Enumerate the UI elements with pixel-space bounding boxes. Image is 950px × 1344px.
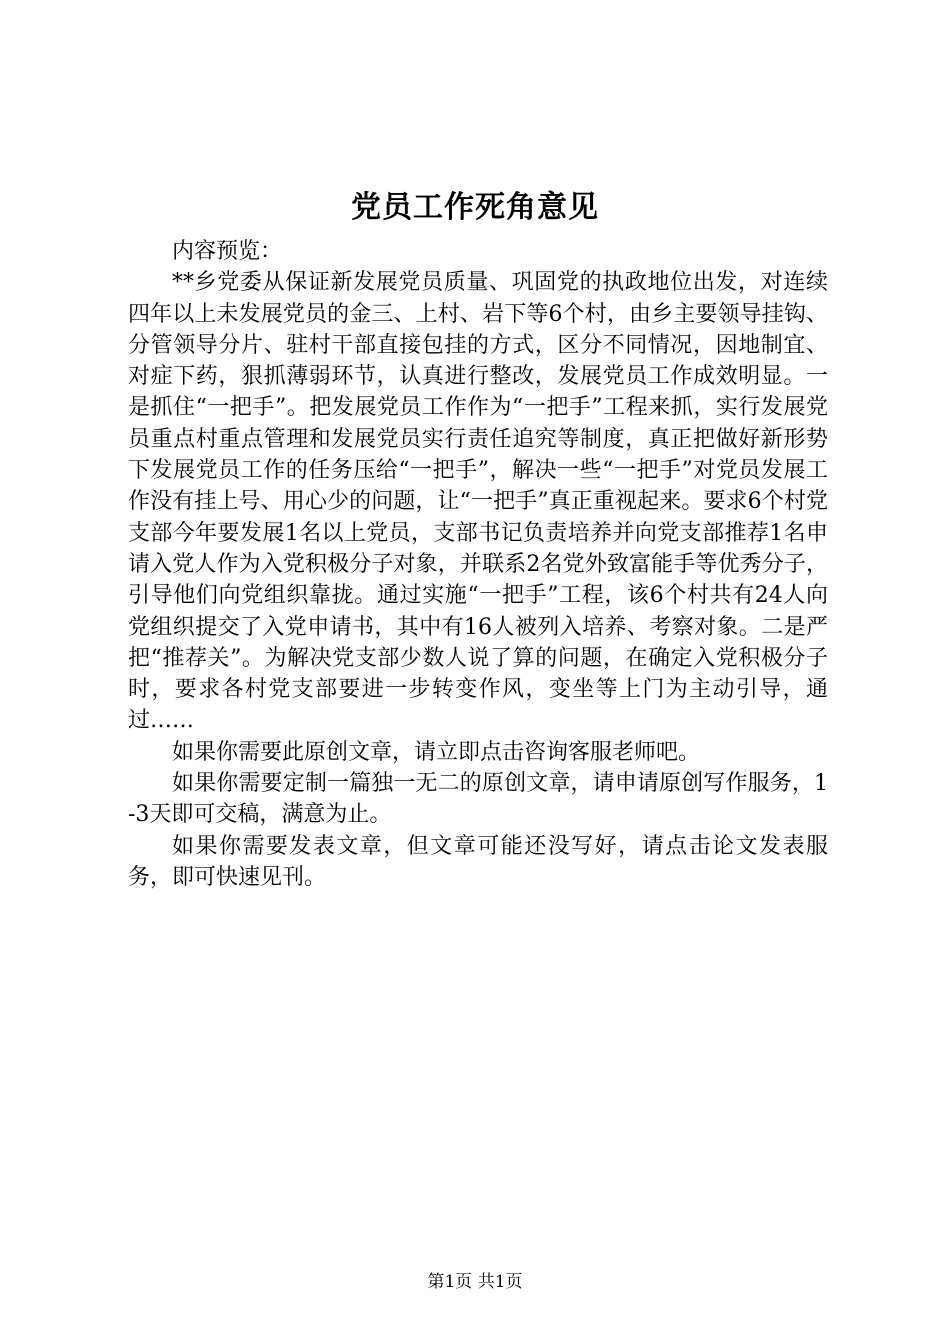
preview-paragraph: **乡党委从保证新发展党员质量、巩固党的执政地位出发，对连续四年以上未发展党员的金三、上村、岩下等6个村，由乡主要领导挂钩、分管领导分片、驻村干部直接包挂的方式，区分不同情况，因地制宜、对症下药，狠抓薄弱环节，认真进行整改，发展党员工作成效明显。一是抓住“一把手”。把发展党员工作作为“一把手”工程来抓，实行发展党员重点村重点管理和发展党员实行责任追究等制度，真正把做好新形势下发展党员工作的任务压给“一把手”，解决一些“一把手”对党员发展工作没有挂上号、用心少的问题，让“一把手”真正重视起来。要求6个村党支部今年要发展1名以上党员，支部书记负责培养并向党支部推荐1名申请入党人作为入党积极分子对象，并联系2名党外致富能手等优秀分子，引导他们向党组织靠拢。通过实施“一把手”工程，该6个村共有24人向党组织提交了入党申请书，其中有16人被列入培养、考察对象。二是严把“推荐关”。为解决党支部少数人说了算的问题，在确定入党积极分子时，要求各村党支部要进一步转变作风，变坐等上门为主动引导，通过…… — [128, 270, 828, 734]
document-body — [128, 236, 828, 893]
preview-label: 内容预览： — [172, 239, 283, 264]
consult-paragraph: 如果你需要此原创文章，请立即点击咨询客服老师吧。 — [172, 739, 701, 765]
document-title: 党员工作死角意见 — [351, 190, 599, 225]
page-footer: 第1页 共1页 — [427, 1272, 523, 1292]
publish-paragraph: 如果你需要发表文章，但文章可能还没写好，请点击论文发表服务，即可快速见刊。 — [128, 833, 828, 890]
custom-writing-paragraph: 如果你需要定制一篇独一无二的原创文章，请申请原创写作服务，1-3天即可交稿，满意为止。 — [128, 771, 828, 828]
